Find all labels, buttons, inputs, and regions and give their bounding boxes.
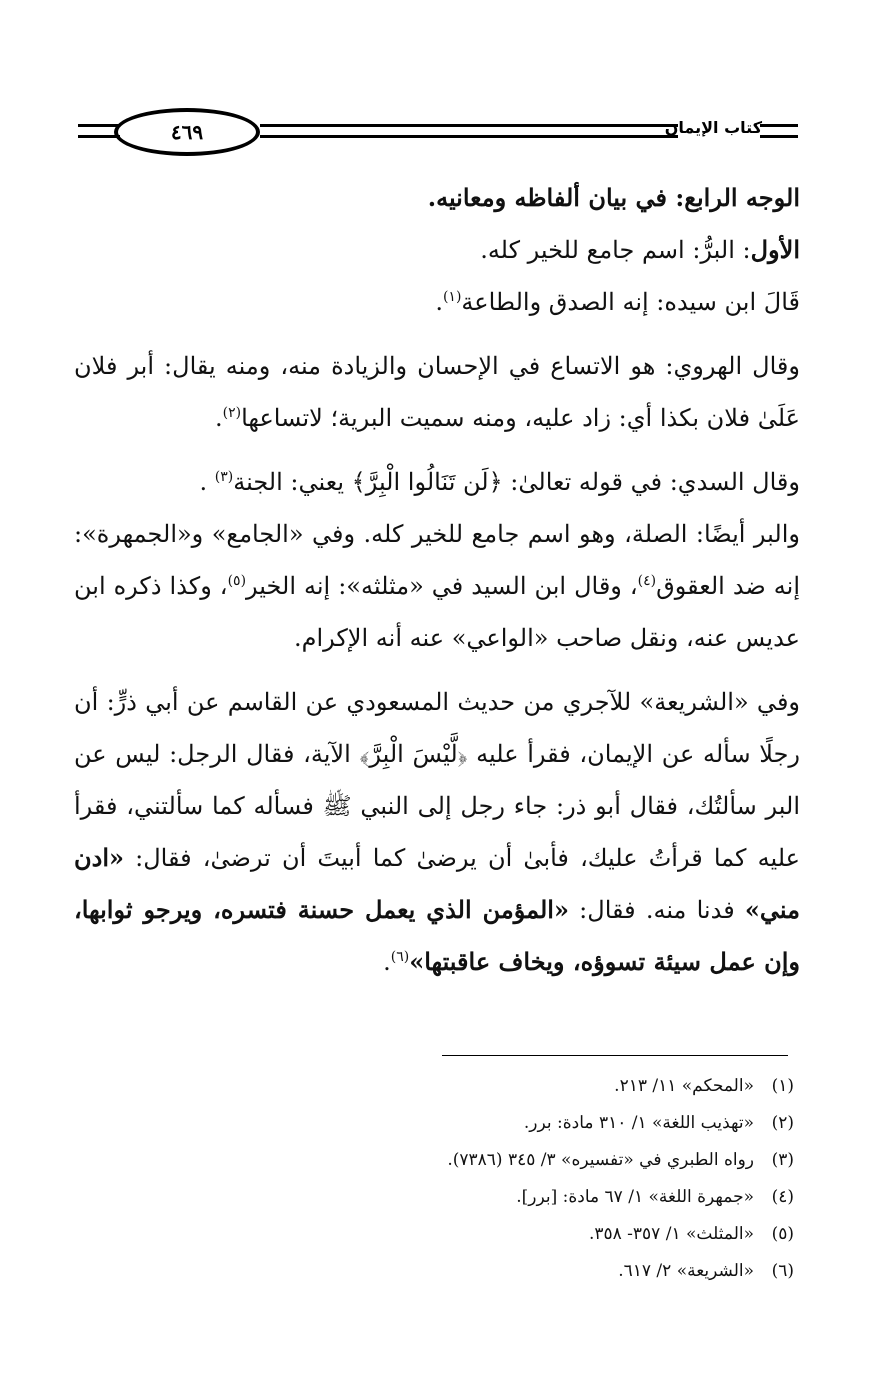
first-label: الأول xyxy=(750,235,800,264)
footnote-ref-3[interactable]: (٣) xyxy=(214,469,234,485)
page-number: ٤٦٩ xyxy=(170,120,204,144)
footnote-item xyxy=(200,1216,794,1253)
paragraph-text: وقال الهروي: هو الاتساع في الإحسان والزيادة منه، ومنه يقال: أبر فلان عَلَىٰ فلان بكذا أي: زاد عليه، ومنه سميت البرية؛ لاتساعها xyxy=(74,352,800,432)
footnote-number: (٥) xyxy=(771,1224,794,1244)
footnotes xyxy=(200,1068,794,1290)
punctuation: . xyxy=(199,468,215,496)
paragraph-first-meaning xyxy=(74,224,800,276)
header-rule-right xyxy=(760,124,798,138)
paragraph-text: وفي «الشريعة» للآجري من حديث المسعودي عن القاسم عن أبي ذرٍّ: أن رجلًا سأله عن الإيمان، فقرأ عليه ﴿لَّيْسَ الْبِرَّ﴾ الآية، فقال الرجل: ليس عن البر سألتُك، فقال أبو ذر: جاء رجل إلى النبي ﷺ فسأله كما سألتني، فقرأ عليه كما قرأتُ عليك، فأبىٰ أن يرضىٰ كما أبيتَ أن ترضىٰ، فقال: xyxy=(74,688,800,872)
footnote-text: «جمهرة اللغة» ١/ ٦٧ مادة: [برر]. xyxy=(516,1187,754,1207)
main-text xyxy=(74,172,800,988)
footnote-separator xyxy=(442,1055,788,1056)
paragraph-text: ، وقال ابن السيد في «مثلثه»: إنه الخير xyxy=(246,572,638,600)
page-header xyxy=(78,108,798,158)
hadith-quote-1: «ادن مني» xyxy=(74,843,800,924)
paragraph-text: وقال السدي: في قوله تعالىٰ: ﴿لَن تَنَالُوا الْبِرَّ﴾ يعني: الجنة xyxy=(233,468,800,496)
footnote-text: رواه الطبري في «تفسيره» ٣/ ٣٤٥ (٧٣٨٦). xyxy=(447,1150,754,1170)
paragraph-text: فدنا منه. فقال: xyxy=(568,896,745,924)
footnote-ref-2[interactable]: (٢) xyxy=(222,405,242,421)
footnote-ref-1[interactable]: (١) xyxy=(442,289,462,305)
footnote-text: «تهذيب اللغة» ١/ ٣١٠ مادة: برر. xyxy=(523,1113,754,1133)
paragraph-text: ، وكذا ذكره ابن عديس عنه، ونقل صاحب «الواعي» عنه أنه الإكرام. xyxy=(74,572,800,652)
footnote-ref-5[interactable]: (٥) xyxy=(227,573,247,589)
footnote-text: «المثلث» ١/ ٣٥٧- ٣٥٨. xyxy=(588,1224,754,1244)
footnote-number: (٣) xyxy=(771,1150,794,1170)
paragraph-suddi xyxy=(74,456,800,508)
paragraph-harawi xyxy=(74,340,800,444)
running-title: كتاب الإيمان xyxy=(664,118,762,137)
footnote-ref-6[interactable]: (٦) xyxy=(390,949,410,965)
footnote-item xyxy=(200,1105,794,1142)
footnote-number: (٦) xyxy=(771,1261,794,1281)
paragraph-text: قَالَ ابن سيده: إنه الصدق والطاعة xyxy=(461,288,800,316)
section-heading: الوجه الرابع: في بيان ألفاظه ومعانيه. xyxy=(427,183,800,212)
hadith-quote-2: «المؤمن الذي يعمل حسنة فتسره، ويرجو ثوابها، وإن عمل سيئة تسوؤه، ويخاف عاقبتها» xyxy=(74,895,800,976)
punctuation: . xyxy=(383,948,391,976)
paragraph-text: والبر أيضًا: الصلة، وهو اسم جامع للخير كله. وفي «الجامع» و«الجمهرة»: إنه ضد العقوق xyxy=(74,520,801,600)
footnote-item xyxy=(200,1253,794,1290)
paragraph-birr-silah xyxy=(74,508,800,664)
footnote-number: (٢) xyxy=(771,1113,794,1133)
footnote-ref-4[interactable]: (٤) xyxy=(637,573,657,589)
footnote-item xyxy=(200,1142,794,1179)
footnote-item xyxy=(200,1068,794,1105)
paragraph-ibn-sidah xyxy=(74,276,800,328)
first-meaning-text: : البرُّ: اسم جامع للخير كله. xyxy=(480,236,751,264)
footnote-item xyxy=(200,1179,794,1216)
footnote-number: (١) xyxy=(771,1076,794,1096)
punctuation: . xyxy=(214,404,223,432)
footnote-number: (٤) xyxy=(771,1187,794,1207)
paragraph-sharia-hadith xyxy=(74,676,800,988)
header-rule-middle xyxy=(260,124,678,138)
footnote-text: «الشريعة» ٢/ ٦١٧. xyxy=(618,1261,754,1281)
footnote-text: «المحكم» ١١/ ٢١٣. xyxy=(614,1076,754,1096)
punctuation: . xyxy=(435,288,443,316)
page-number-badge xyxy=(114,108,260,156)
